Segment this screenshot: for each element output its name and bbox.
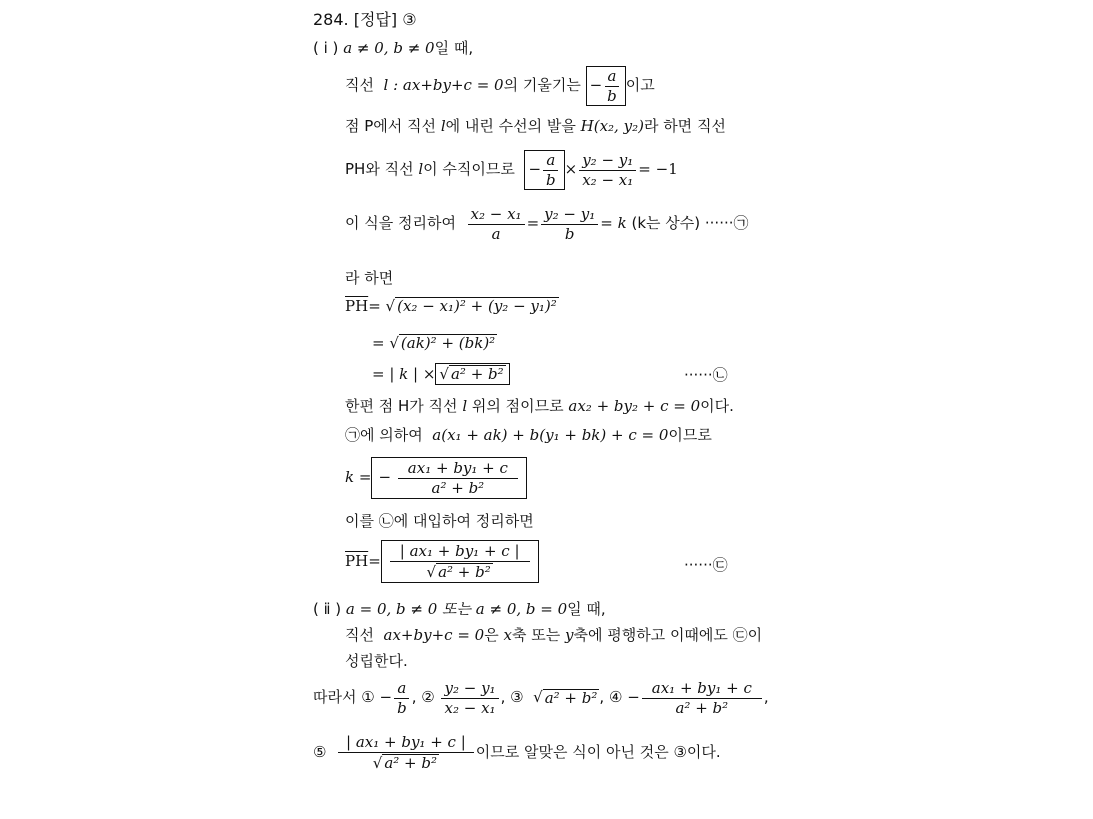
perp-fraction	[579, 152, 636, 188]
marker-2: ······㉡	[684, 366, 728, 384]
k-den: a² + b²	[431, 478, 485, 497]
onhand-eq: ax₂ + by₂ + c = 0	[568, 397, 701, 415]
arrange-eq-sign: =	[526, 214, 540, 233]
case2-text-c: 축 또는	[511, 626, 561, 644]
perp-l: l	[418, 160, 424, 179]
choice-1-neg: −	[379, 688, 393, 707]
onhand-line	[345, 398, 734, 415]
k-answer-box	[371, 457, 526, 499]
case2-x-axis: x	[503, 626, 512, 644]
subst-text: 이를 ㉡에 대입하여 정리하면	[345, 512, 534, 530]
marker-1: ······㉠	[704, 214, 749, 233]
case1-condition-suffix: 일 때,	[434, 39, 474, 57]
choice-4-num: ax₁ + by₁ + c	[642, 680, 762, 699]
ph-eq2-expr: (ak)² + (bk)²	[400, 334, 496, 352]
conclusion-prefix: 따라서	[313, 688, 357, 707]
onhand-l: l	[462, 397, 468, 415]
choice-5-num: | ax₁ + by₁ + c |	[338, 734, 474, 753]
arrange-frac1-num: x₂ − x₁	[468, 206, 525, 225]
sqrt-icon: √	[385, 296, 396, 315]
sep-3: ,	[599, 688, 605, 707]
onhand-text-b: 위의 점이므로	[471, 397, 564, 415]
k-fraction	[398, 460, 518, 496]
foot-point: H(x₂, y₂)	[580, 117, 644, 135]
ph2-num: | ax₁ + by₁ + c |	[390, 543, 530, 562]
case2-label: ( ⅱ )	[313, 600, 342, 618]
by1-eq: a(x₁ + ak) + b(y₁ + bk) + c = 0	[432, 426, 669, 444]
conclusion-line2	[313, 734, 721, 771]
perp-box-neg: −	[528, 160, 542, 179]
choice-1-fraction	[394, 680, 410, 716]
ph2-den-wrap	[424, 562, 496, 581]
k-neg: −	[378, 468, 392, 487]
ph-eq2-sign: =	[372, 333, 385, 352]
by1-prefix: ㉠에 의하여	[345, 426, 423, 444]
foot-text-c: 라 하면 직선	[643, 117, 726, 135]
ph2-eq: =	[368, 551, 381, 570]
perp-box-den: b	[546, 170, 556, 189]
ph-eq3-box	[435, 363, 509, 385]
foot-line	[345, 118, 726, 135]
choice-5-fraction	[338, 734, 474, 771]
ph-eq1-sign: =	[368, 296, 381, 315]
ph2-line	[345, 540, 539, 583]
arrange-frac1-den: a	[491, 224, 501, 243]
slope-suffix: 이고	[625, 76, 655, 95]
case2-text-a: 직선	[345, 626, 374, 644]
sqrt-icon: √	[533, 688, 543, 707]
choice-4-den: a² + b²	[675, 698, 729, 717]
sqrt-icon: √	[426, 562, 437, 581]
times-sign: ×	[564, 160, 578, 179]
choice-4-marker: ④	[608, 688, 623, 707]
slope-neg: −	[589, 76, 603, 95]
by1-line	[345, 427, 712, 444]
case2-condition-suffix: 일 때,	[567, 600, 606, 618]
choice-5-marker: ⑤	[313, 742, 327, 761]
case2-y-axis: y	[564, 626, 574, 644]
choice-1-den: b	[397, 698, 407, 717]
ph-eq2	[372, 334, 497, 352]
arrange-frac1	[468, 206, 525, 242]
ph2-answer-box	[381, 540, 539, 583]
foot-text-b: 에 내린 수선의 발을	[445, 117, 576, 135]
ph2-den: a² + b²	[438, 562, 491, 581]
case2-condition: a = 0, b ≠ 0 또는 a ≠ 0, b = 0	[345, 600, 568, 618]
slope-line	[345, 66, 655, 106]
perp-eq: = −1	[638, 160, 678, 179]
perp-box-fraction	[543, 152, 559, 188]
marker-3: ······㉢	[684, 556, 728, 574]
case1-label: ( ⅰ )	[313, 39, 339, 57]
choice-5-den: a² + b²	[384, 753, 437, 772]
foot-text-a: 점 P에서 직선	[345, 117, 437, 135]
arrange-k-note: (k는 상수)	[631, 214, 701, 233]
ph-eq1-expr: (x₂ − x₁)² + (y₂ − y₁)²	[397, 297, 557, 315]
slope-den: b	[607, 86, 617, 105]
arrange-frac2	[541, 206, 598, 242]
ph2-label: $\overline{PH}$	[345, 551, 369, 570]
slope-num: a	[605, 68, 620, 87]
case2-line-eq: ax+by+c = 0	[383, 626, 485, 644]
slope-fraction	[604, 68, 620, 104]
ph-eq1	[345, 297, 559, 315]
conclusion-line1	[313, 680, 769, 716]
ph-label: $\overline{PH}$	[345, 296, 369, 315]
choice-1-num: a	[394, 680, 409, 699]
ph-eq3	[372, 363, 510, 385]
k-label: k =	[345, 468, 372, 487]
case1-condition: a ≠ 0, b ≠ 0	[343, 39, 435, 57]
arrange-text: 이 식을 정리하여	[345, 214, 456, 233]
arrange-frac2-den: b	[564, 224, 575, 243]
ph-eq3-expr: a² + b²	[450, 365, 504, 383]
choice-2-num: y₂ − y₁	[441, 680, 498, 699]
sep-1: ,	[411, 688, 417, 707]
perp-line	[345, 150, 678, 190]
choice-4-fraction	[642, 680, 762, 716]
perp-text-a: PH와 직선	[345, 160, 414, 179]
arrange-k: = k	[600, 214, 627, 233]
by1-suffix: 이므로	[668, 426, 712, 444]
slope-answer-box	[586, 66, 626, 106]
arrange-line	[345, 206, 749, 242]
onhand-text-a: 한편 점 H가 직선	[345, 397, 458, 415]
perp-text-b: 이 수직이므로	[423, 160, 515, 179]
case2-text-e: 성립한다.	[345, 652, 408, 670]
sqrt-icon: √	[439, 364, 449, 383]
case1-condition-line	[313, 40, 473, 57]
perp-frac-den: x₂ − x₁	[582, 170, 634, 189]
choice-4-neg: −	[627, 688, 640, 707]
sep-4: ,	[763, 688, 769, 707]
perp-box-num: a	[543, 152, 558, 171]
onhand-suffix: 이다.	[700, 397, 734, 415]
final-text: 이므로 알맞은 식이 아닌 것은 ③이다.	[475, 742, 721, 761]
choice-2-marker: ②	[421, 688, 435, 707]
k-line	[345, 457, 527, 499]
line-equation: l : ax+by+c = 0	[383, 76, 504, 95]
sqrt-icon: √	[372, 753, 383, 772]
ph-eq3-sign: = | k | ×	[372, 364, 436, 383]
foot-l: l	[440, 117, 446, 135]
case2-text-b: 은	[484, 626, 499, 644]
perp-answer-box	[524, 150, 564, 190]
choice-1-marker: ①	[361, 688, 375, 707]
choice-3-value: a² + b²	[544, 688, 598, 707]
case2-condition-line	[313, 601, 606, 618]
problem-title: 284. [정답] ③	[313, 10, 417, 29]
perp-frac-num: y₂ − y₁	[579, 152, 636, 171]
slope-prefix: 직선	[345, 76, 374, 95]
choice-5-den-wrap	[370, 753, 442, 772]
then-text: 라 하면	[345, 269, 394, 287]
choice-3-marker: ③	[510, 688, 524, 707]
sep-2: ,	[500, 688, 506, 707]
choice-2-den: x₂ − x₁	[444, 698, 496, 717]
case2-line-text	[345, 627, 762, 644]
arrange-frac2-num: y₂ − y₁	[541, 206, 598, 225]
choice-2-fraction	[441, 680, 498, 716]
ph2-fraction	[390, 543, 530, 580]
k-num: ax₁ + by₁ + c	[398, 460, 518, 479]
slope-text: 의 기울기는	[503, 76, 581, 95]
sqrt-icon: √	[389, 333, 399, 352]
case2-text-d: 축에 평행하고 이때에도 ㉢이	[573, 626, 763, 644]
